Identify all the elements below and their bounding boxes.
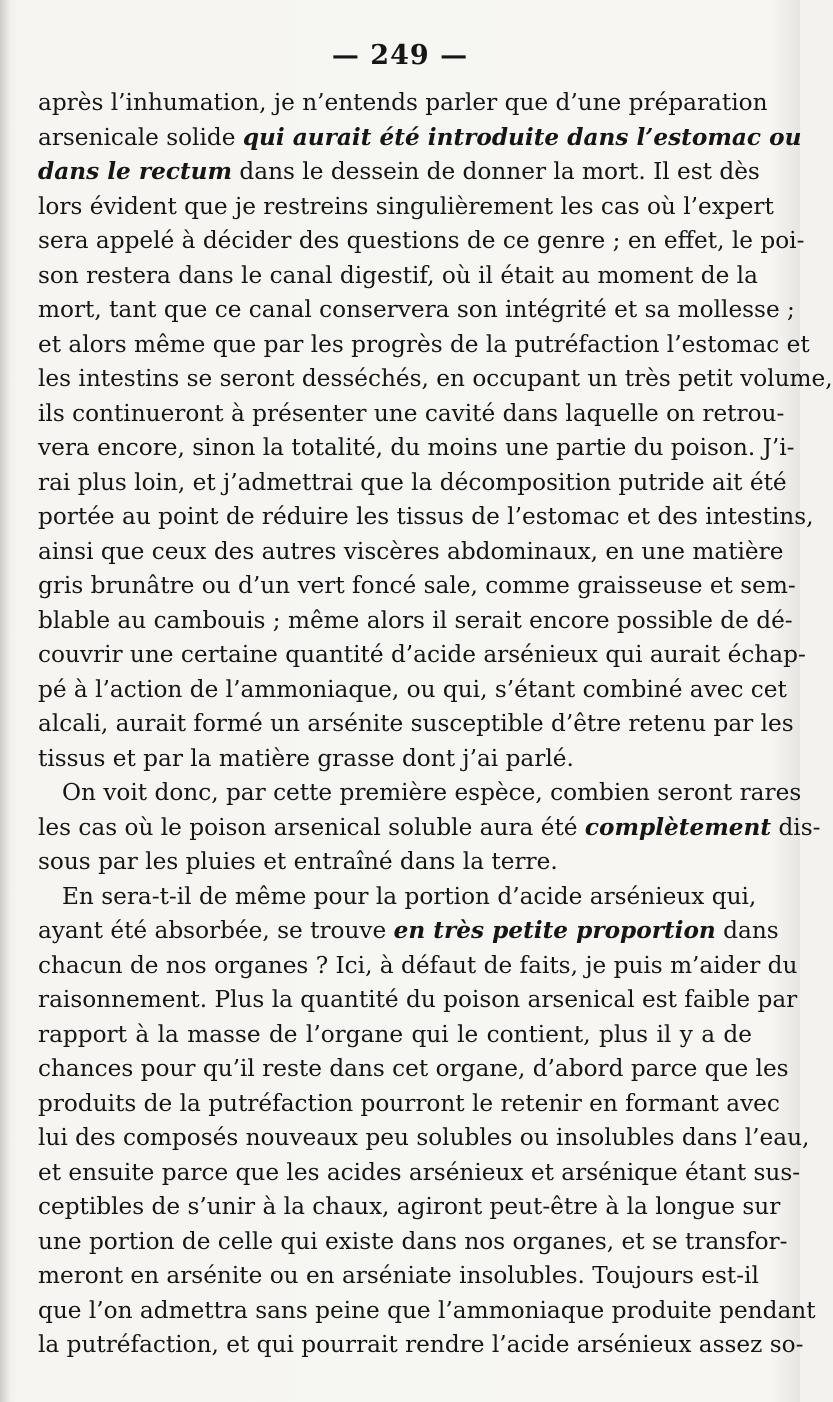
text-line (38, 949, 798, 984)
text-run: ils continueront à présenter une cavité dans laquelle on retrou- (38, 399, 785, 427)
italic-text: en très petite proportion (393, 917, 716, 944)
text-run: chances pour qu’il reste dans cet organe, d’abord parce que les (38, 1055, 789, 1082)
page-number: — 249 — (331, 40, 469, 71)
text-line (38, 1087, 780, 1122)
text-line (38, 293, 795, 328)
text-run: alcali, aurait formé un arsénite susceptible d’être retenu par les (38, 710, 794, 737)
text-run: après l’inhumation, je n’entends parler que d’une préparation (38, 89, 768, 116)
text-run: et alors même que par les progrès de la putréfaction l’estomac et (38, 330, 810, 358)
text-line (38, 1225, 788, 1260)
text-run: sera appelé à décider des questions de ce genre ; en effet, le poi- (38, 227, 805, 254)
text-line (38, 707, 794, 742)
text-line (38, 1259, 759, 1294)
text-line (38, 1121, 810, 1156)
text-line (38, 845, 752, 880)
text-line (38, 431, 795, 466)
text-run: arsenicale solide (38, 123, 243, 151)
text-line (38, 569, 796, 604)
text-line (38, 880, 757, 915)
text-line (38, 983, 798, 1018)
text-run: chacun de nos organes ? Ici, à défaut de faits, je puis m’aider du (38, 951, 798, 979)
text-run: couvrir une certaine quantité d’acide arsénieux qui aurait échap- (38, 641, 806, 668)
text-line (38, 362, 833, 397)
text-line (38, 224, 805, 259)
text-line (38, 155, 760, 190)
paragraph (38, 880, 816, 1363)
text-run: une portion de celle qui existe dans nos organes, et se transfor- (38, 1227, 788, 1255)
text-line (38, 776, 802, 811)
text-run: raisonnement. Plus la quantité du poison arsenical est faible par (38, 986, 798, 1013)
text-line (38, 673, 787, 708)
text-run: lors évident que je restreins singulièrement les cas où l’expert (38, 192, 774, 220)
text-line (38, 466, 787, 501)
text-run: ceptibles de s’unir à la chaux, agiront peut-être à la longue sur (38, 1193, 781, 1220)
page-edge-shadow (0, 0, 10, 1402)
text-run: son restera dans le canal digestif, où il était au moment de la (38, 261, 758, 289)
text-line (38, 535, 784, 570)
text-run: les intestins se seront desséchés, en occupant un très petit volume, (38, 365, 833, 392)
text-run: rai plus loin, et j’admettrai que la décomposition putride ait été (38, 468, 787, 496)
text-line (38, 914, 779, 949)
text-run: que l’on admettra sans peine que l’ammoniaque produite pendant (38, 1296, 816, 1324)
text-run: produits de la putréfaction pourront le retenir en formant avec (38, 1089, 780, 1117)
text-run: En sera-t-il de même pour la portion d’acide arsénieux qui, (62, 882, 757, 910)
text-line (38, 1052, 789, 1087)
text-run: la putréfaction, et qui pourrait rendre l’acide arsénieux assez so- (38, 1331, 804, 1358)
text-run: et ensuite parce que les acides arsénieux et arsénique étant sus- (38, 1158, 801, 1186)
text-line (38, 1018, 752, 1053)
text-line (38, 742, 752, 777)
text-line (38, 638, 806, 673)
text-run: On voit donc, par cette première espèce, combien seront rares (62, 779, 802, 806)
text-run: dans le dessein de donner la mort. Il est dès (232, 158, 760, 185)
text-run: tissus et par la matière grasse dont j’ai parlé. (38, 744, 574, 772)
text-run: les cas où le poison arsenical soluble aura été (38, 813, 585, 841)
text-run: dans (715, 917, 779, 944)
text-line (38, 811, 821, 846)
text-line (38, 121, 802, 156)
text-run: gris brunâtre ou d’un vert foncé sale, comme graisseuse et sem- (38, 572, 796, 599)
text-run: meront en arsénite ou en arséniate insolubles. Toujours est-il (38, 1262, 759, 1289)
text-line (38, 1294, 816, 1329)
text-run: ainsi que ceux des autres viscères abdominaux, en une matière (38, 537, 784, 565)
text-line (38, 604, 793, 639)
paragraph (38, 86, 833, 776)
text-run: dis- (771, 813, 821, 841)
text-line (38, 500, 814, 535)
text-line (38, 259, 758, 294)
italic-text: qui aurait été introduite dans l’estomac ou (242, 123, 802, 151)
paragraph (38, 776, 821, 880)
text-run: vera encore, sinon la totalité, du moins une partie du poison. J’i- (38, 434, 795, 461)
text-run: ayant été absorbée, se trouve (38, 917, 394, 944)
text-run: mort, tant que ce canal conservera son intégrité et sa mollesse ; (38, 296, 795, 323)
text-line (38, 1328, 804, 1363)
text-line (38, 1190, 781, 1225)
text-run: portée au point de réduire les tissus de l’estomac et des intestins, (38, 503, 814, 530)
text-run: sous par les pluies et entraîné dans la terre. (38, 848, 558, 875)
italic-text: complètement (584, 813, 772, 841)
text-run: blable au cambouis ; même alors il serait encore possible de dé- (38, 606, 793, 634)
text-line (38, 190, 774, 225)
text-line (38, 397, 785, 432)
text-run: pé à l’action de l’ammoniaque, ou qui, s’étant combiné avec cet (38, 675, 787, 703)
text-run: lui des composés nouveaux peu solubles ou insolubles dans l’eau, (38, 1124, 810, 1151)
italic-text: dans le rectum (38, 158, 233, 185)
text-line (38, 86, 768, 121)
text-line (38, 328, 810, 363)
text-run: rapport à la masse de l’organe qui le contient, plus il y a de (38, 1020, 752, 1048)
body-text (38, 86, 833, 1363)
text-line (38, 1156, 801, 1191)
